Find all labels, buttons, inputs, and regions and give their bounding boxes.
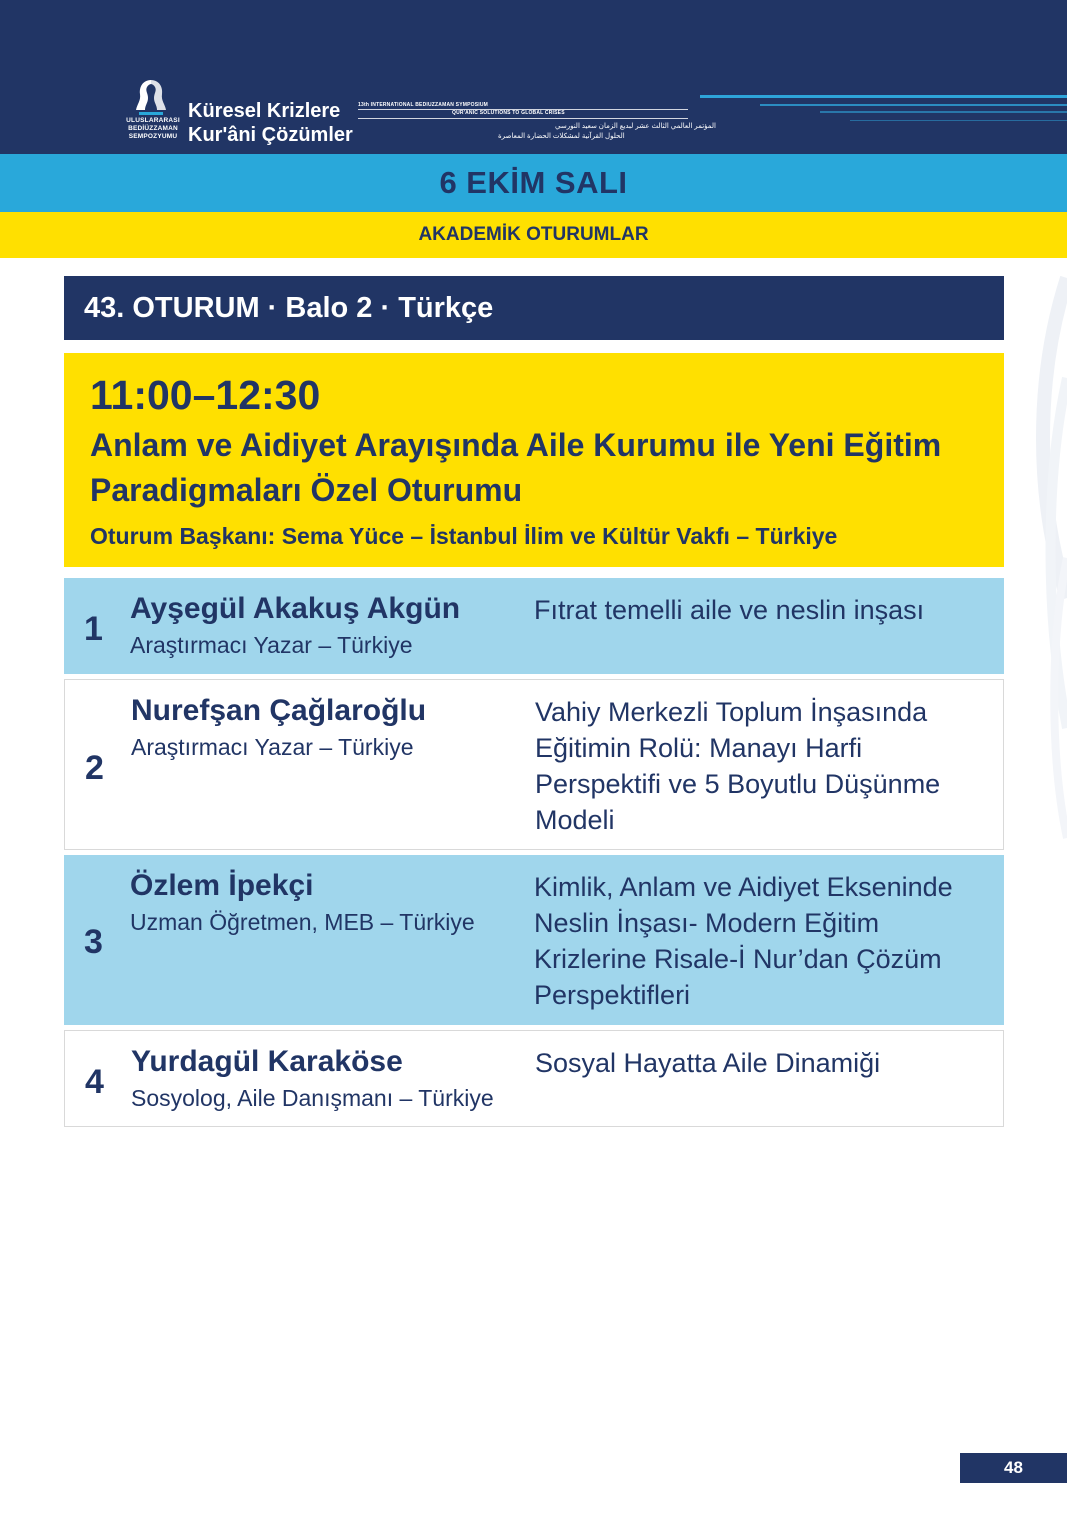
symposium-arabic-line-1: المؤتمر العالمي الثالث عشر لبديع الزمان سعيد النورسي	[555, 123, 716, 130]
divider	[358, 118, 688, 119]
presentation-topic: Sosyal Hayatta Aile Dinamiği	[535, 1048, 881, 1078]
presenter-number: 3	[84, 923, 103, 961]
decorative-line	[760, 104, 1067, 106]
presentation-topic: Fıtrat temelli aile ve neslin inşası	[534, 595, 925, 625]
page-number: 48	[960, 1453, 1067, 1483]
presenter-row	[64, 855, 1004, 1025]
symposium-arabic-line-2: الحلول القرآنية لمشكلات الحضارة المعاصرة	[498, 133, 625, 140]
decorative-pattern	[1005, 258, 1067, 858]
session-header-text: 43. OTURUM · Balo 2 · Türkçe	[84, 291, 494, 324]
logo-organization: ULUSLARARASI BEDİÜZZAMAN SEMPOZYUMU	[126, 117, 180, 140]
presenter-number: 1	[84, 610, 103, 648]
presenter-identity	[131, 694, 521, 762]
symposium-english-line-2: QUR'ANIC SOLUTIONS TO GLOBAL CRISES	[452, 110, 565, 116]
section-banner	[0, 212, 1067, 258]
presenter-affiliation: Uzman Öğretmen, MEB – Türkiye	[130, 909, 475, 935]
presenter-row	[64, 1030, 1004, 1127]
presentation-topic: Vahiy Merkezli Toplum İnşasında Eğitimin Rolü: Manayı Harfi Perspektifi ve 5 Boyutlu Düşünme Modeli	[535, 697, 941, 835]
presenter-affiliation: Araştırmacı Yazar – Türkiye	[131, 734, 414, 760]
presenter-name: Özlem İpekçi	[130, 869, 314, 902]
decorative-line	[820, 111, 1067, 113]
presenter-affiliation: Araştırmacı Yazar – Türkiye	[130, 632, 413, 658]
presenter-name: Ayşegül Akakuş Akgün	[130, 592, 461, 625]
presentation-topic: Kimlik, Anlam ve Aidiyet Ekseninde Neslin İnşası- Modern Eğitim Krizlerine Risale-İ Nur’dan Çözüm Perspektifleri	[534, 872, 953, 1010]
session-header	[64, 276, 1004, 340]
logo-title: Küresel Krizlere Kur'âni Çözümler	[188, 100, 353, 146]
decorative-line	[850, 120, 1067, 121]
presenter-identity	[130, 592, 520, 660]
session-info-box	[64, 353, 1004, 567]
session-time: 11:00–12:30	[90, 372, 321, 418]
presenter-identity	[131, 1045, 521, 1113]
symposium-logo-icon	[133, 78, 169, 118]
symposium-english-line-1: 13th INTERNATIONAL BEDIUZZAMAN SYMPOSIUM	[358, 102, 489, 108]
day-banner	[0, 154, 1067, 212]
presenter-name: Nurefşan Çağlaroğlu	[131, 694, 427, 727]
session-chair: Oturum Başkanı: Sema Yüce – İstanbul İlim ve Kültür Vakfı – Türkiye	[90, 523, 838, 549]
presenter-number: 2	[85, 749, 104, 787]
presenter-row	[64, 578, 1004, 674]
presenter-row	[64, 679, 1004, 850]
day-title: 6 EKİM SALI	[439, 165, 628, 200]
presenter-name: Yurdagül Karaköse	[131, 1045, 403, 1078]
session-title: Anlam ve Aidiyet Arayışında Aile Kurumu ile Yeni Eğitim Paradigmaları Özel Oturumu	[90, 427, 942, 508]
section-title: AKADEMİK OTURUMLAR	[418, 224, 649, 245]
header-band	[0, 0, 1067, 154]
presenter-number: 4	[85, 1063, 104, 1101]
decorative-line	[700, 95, 1067, 98]
presenter-affiliation: Sosyolog, Aile Danışmanı – Türkiye	[131, 1085, 494, 1111]
presenter-identity	[130, 869, 520, 937]
